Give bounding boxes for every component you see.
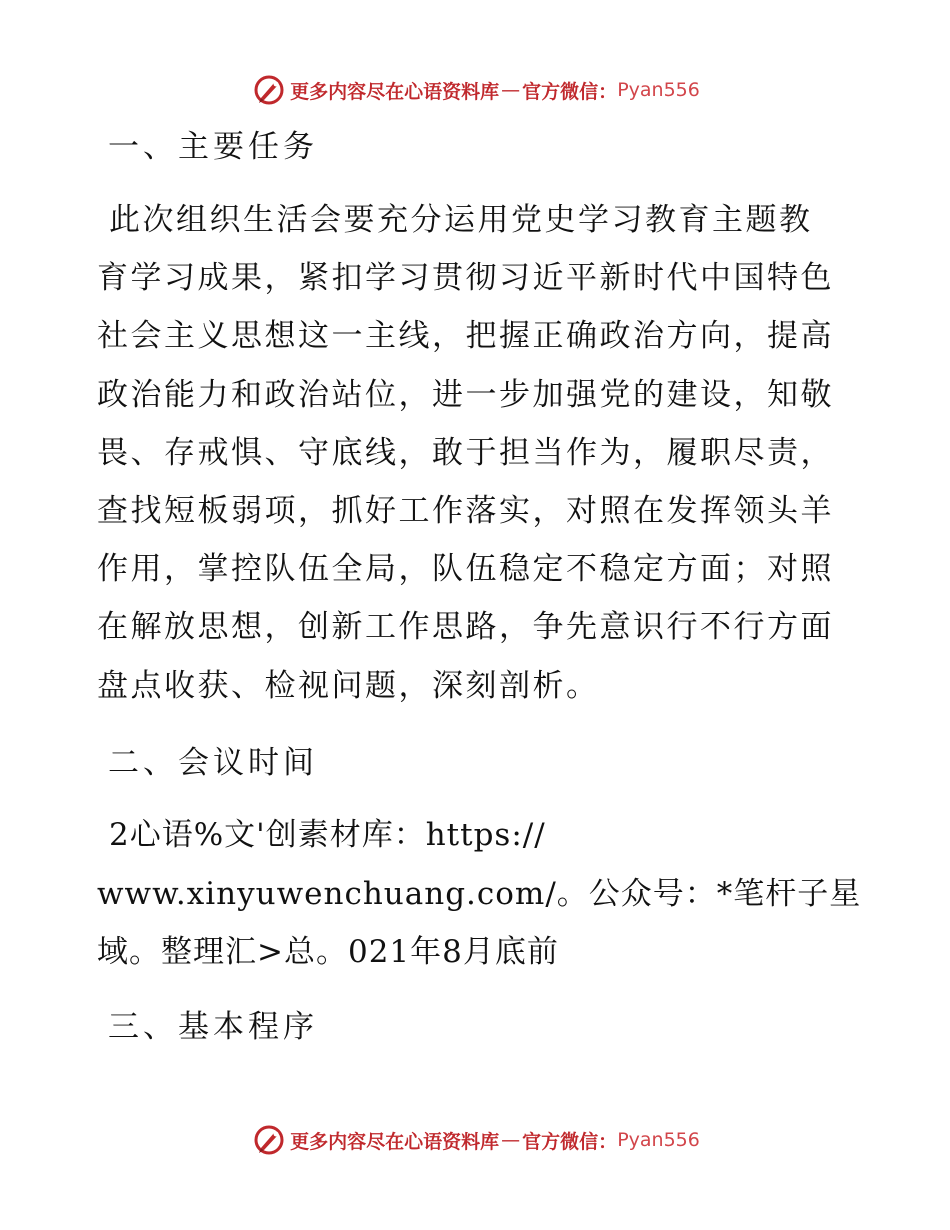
watermark-wechat-id: Pyan556 [617,1129,700,1151]
watermark-wechat-label: 官方微信： [522,1130,618,1153]
section-2-heading: 二、会议时间 [108,745,318,781]
paragraph-line: 社会主义思想这一主线，把握正确政治方向，提高 [97,318,834,355]
watermark-dash: — [501,1129,521,1151]
paragraph-line: 2心语%文'创素材库：https:// [109,817,546,853]
watermark-wechat-label: 官方微信： [522,80,618,103]
header-watermark [0,70,950,110]
paragraph-line: 域。整理汇>总。021年8月底前 [97,934,559,970]
section-1-paragraph [97,191,857,715]
section-2-paragraph [97,806,862,982]
watermark-dash: — [501,79,521,101]
watermark-wechat-id: Pyan556 [617,79,700,101]
pen-logo-icon [252,1123,286,1157]
paragraph-line: 畏、存戒惧、守底线，敢于担当作为，履职尽责， [97,434,834,471]
section-3-heading: 三、基本程序 [108,1009,318,1045]
paragraph-line: 盘点收获、检视问题，深刻剖析。 [97,667,600,704]
footer-watermark [0,1120,950,1160]
paragraph-line: www.xinyuwenchuang.com/。公众号：*笔杆子星 [97,875,862,912]
paragraph-line: 查找短板弱项，抓好工作落实，对照在发挥领头羊 [97,493,834,530]
watermark-text: 更多内容尽在心语资料库 [290,80,500,103]
paragraph-line: 政治能力和政治站位，进一步加强党的建设，知敬 [97,376,834,413]
paragraph-line: 作用，掌控队伍全局，队伍稳定不稳定方面；对照 [97,551,834,588]
section-1-heading: 一、主要任务 [108,129,318,165]
paragraph-line: 在解放思想，创新工作思路，争先意识行不行方面 [97,609,834,646]
watermark-text: 更多内容尽在心语资料库 [290,1130,500,1153]
paragraph-line: 此次组织生活会要充分运用党史学习教育主题教 [109,202,813,238]
pen-logo-icon [252,73,286,107]
paragraph-line: 育学习成果，紧扣学习贯彻习近平新时代中国特色 [97,260,834,297]
